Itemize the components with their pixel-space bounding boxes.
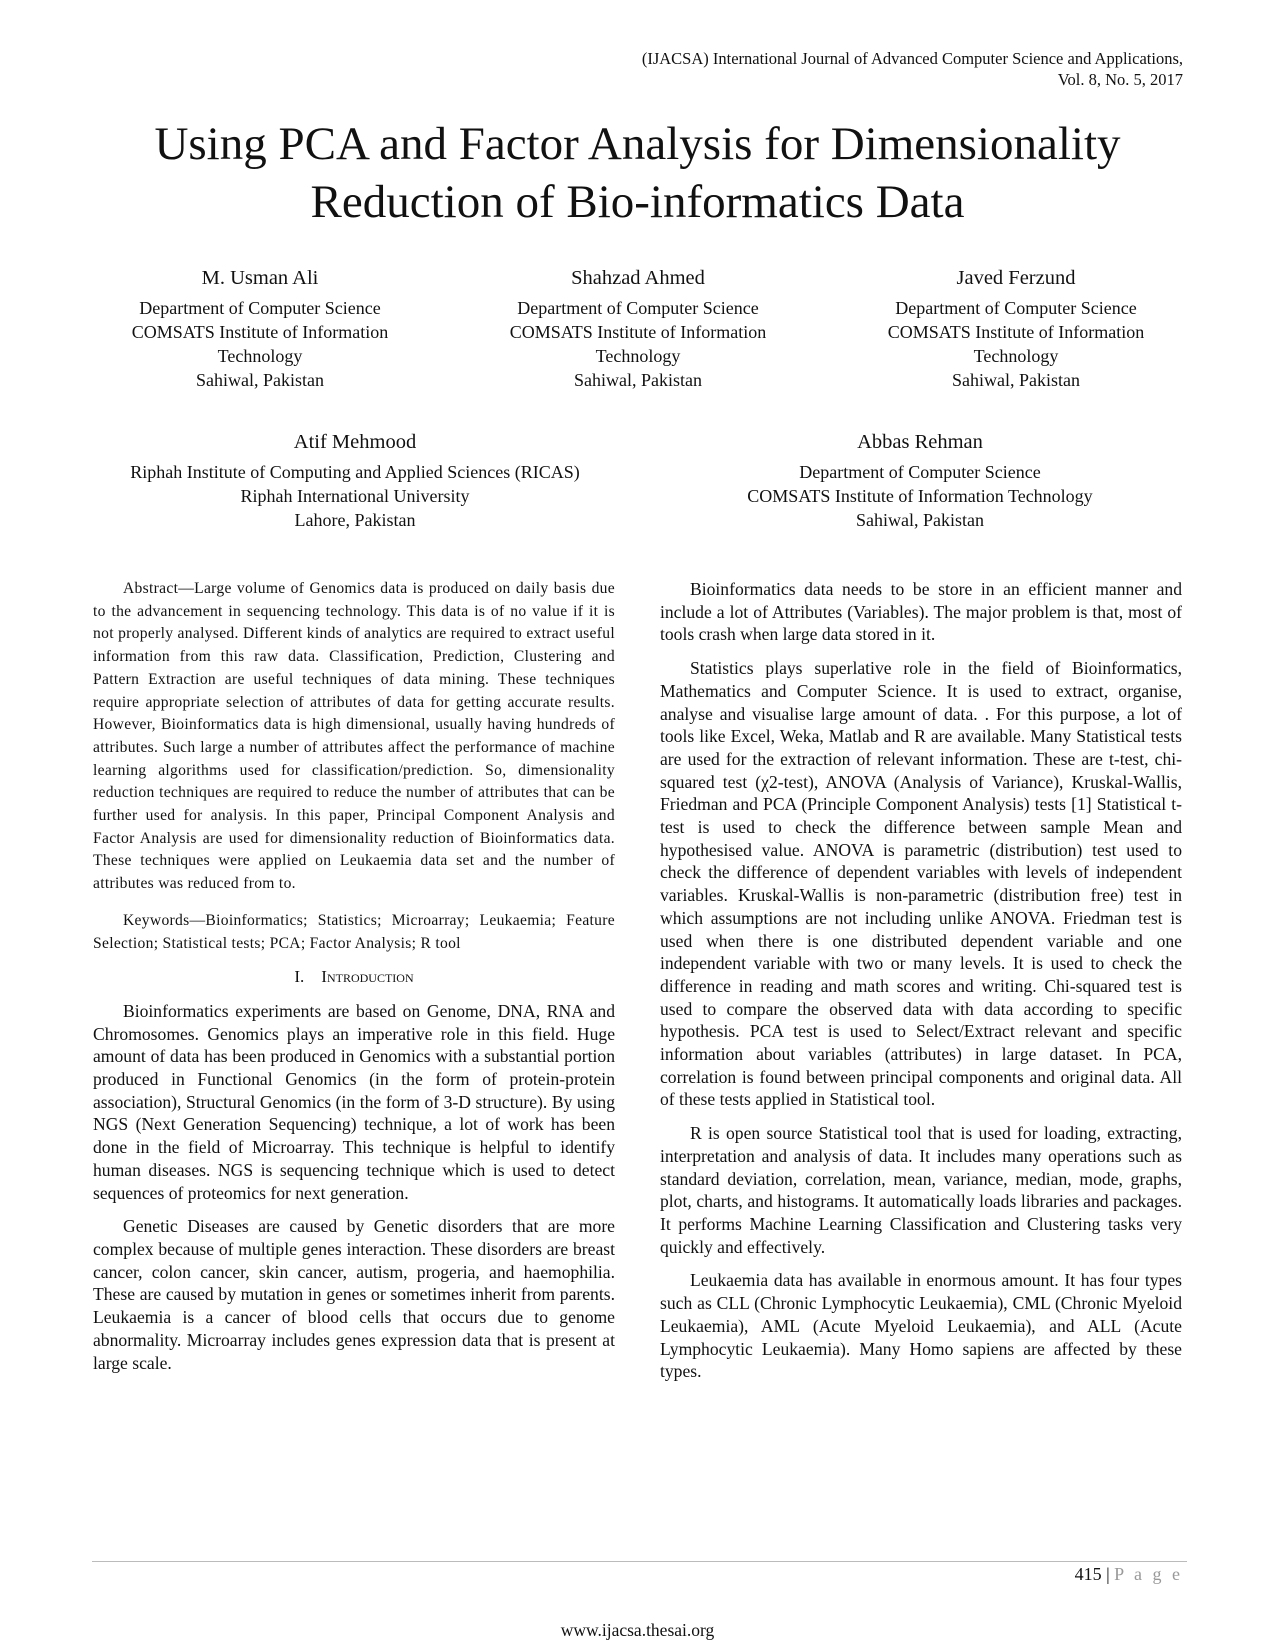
title-line: Using PCA and Factor Analysis for Dimensionality: [154, 118, 1121, 170]
right-column: [660, 578, 1182, 1394]
affiliation-line: Department of Computer Science: [895, 298, 1137, 318]
affiliation-line: COMSATS Institute of Information: [131, 322, 389, 342]
affiliation-line: Technology: [217, 346, 303, 366]
author-name: Shahzad Ahmed: [571, 267, 705, 289]
affiliation-line: COMSATS Institute of Information Technology: [747, 486, 1093, 506]
affiliation-line: Sahiwal, Pakistan: [952, 370, 1080, 390]
section-number: I.: [294, 967, 305, 987]
affiliation-line: Riphah International University: [240, 486, 470, 506]
author-name: Atif Mehmood: [293, 431, 417, 453]
author-block: [836, 266, 1196, 392]
section-title: Introduction: [321, 967, 414, 987]
left-column: [93, 578, 615, 1385]
affiliation-line: COMSATS Institute of Information: [509, 322, 767, 342]
affiliation-line: Technology: [973, 346, 1059, 366]
journal-header: [642, 48, 1183, 90]
paragraph: Leukaemia data has available in enormous amount. It has four types such as CLL (Chronic Lymphocytic Leukaemia), CML (Chronic Myeloid Leukaemia), AML (Acute Myeloid Leukaemia), and ALL (Acute Lymphocytic Leukaemia). Many Homo sapiens are affected by these types.: [660, 1270, 1182, 1382]
abstract: Abstract—Large volume of Genomics data is produced on daily basis due to the advancement in sequencing technology. This data is of no value if it is not properly analysed. Different kinds of analytics are required to extract useful information from this raw data. Classification, Prediction, Clustering and Pattern Extraction are useful techniques of data mining. These techniques require appropriate selection of attributes of data for getting accurate results. However, Bioinformatics data is high dimensional, usually having hundreds of attributes. Such large a number of attributes affect the performance of machine learning algorithms used for classification/prediction. So, dimensionality reduction techniques are required to reduce the number of attributes that can be further used for analysis. In this paper, Principal Component Analysis and Factor Analysis are used for dimensionality reduction of Bioinformatics data. These techniques were applied on Leukaemia data set and the number of attributes was reduced from to.: [93, 580, 615, 893]
author-block: [645, 430, 1195, 532]
page-number: [1075, 1564, 1183, 1585]
footer-url: www.ijacsa.thesai.org: [560, 1620, 715, 1640]
affiliation-line: COMSATS Institute of Information: [887, 322, 1145, 342]
title-line: Reduction of Bio-informatics Data: [310, 176, 965, 228]
page-number-value: 415 |: [1074, 1564, 1110, 1584]
author-block: [458, 266, 818, 392]
keywords: Keywords—Bioinformatics; Statistics; Microarray; Leukaemia; Feature Selection; Statistical tests; PCA; Factor Analysis; R tool: [93, 911, 615, 952]
paragraph: R is open source Statistical tool that is used for loading, extracting, interpretation and analysis of data. It includes many operations such as standard deviation, correlation, mean, variance, median, mode, graphs, plot, charts, and histograms. It automatically loads libraries and packages. It performs Machine Learning Classification and Clustering tasks very quickly and effectively.: [660, 1123, 1182, 1257]
affiliation-line: Department of Computer Science: [799, 462, 1041, 482]
footer-divider: [92, 1561, 1187, 1562]
journal-name: (IJACSA) International Journal of Advanced Computer Science and Applications,: [641, 49, 1183, 68]
journal-volume: Vol. 8, No. 5, 2017: [1057, 70, 1183, 89]
page-label: P a g e: [1114, 1564, 1183, 1584]
affiliation-line: Department of Computer Science: [139, 298, 381, 318]
affiliation-line: Riphah Institute of Computing and Applied Sciences (RICAS): [130, 462, 580, 482]
section-heading: [93, 966, 615, 989]
affiliation-line: Technology: [595, 346, 681, 366]
paper-title: [0, 115, 1275, 231]
author-name: M. Usman Ali: [201, 267, 319, 289]
paragraph: Statistics plays superlative role in the field of Bioinformatics, Mathematics and Computer Science. It is used to extract, organise, analyse and visualise large amount of data. . For this purpose, a lot of tools like Excel, Weka, Matlab and R are available. Many Statistical tests are used for the extraction of relevant information. These are t-test, chi-squared test (χ2-test), ANOVA (Analysis of Variance), Kruskal-Wallis, Friedman and PCA (Principle Component Analysis) tests [1] Statistical t-test is used to check the difference between sample Mean and hypothesised value. ANOVA is parametric (distribution) test used to check the difference of dependent variables with levels of independent variables. Kruskal-Wallis is non-parametric (distribution free) test in which assumptions are not including unlike ANOVA. Friedman test is used when there is one distributed dependent variable and one independent variable with two or many levels. It is used to check the difference in reading and math scores and writing. Chi-squared test is used to compare the observed data with data according to specific hypothesis. PCA test is used to Select/Extract relevant and specific information about variables (attributes) in large dataset. In PCA, correlation is found between principal components and original data. All of these tests applied in Statistical tool.: [660, 658, 1182, 1110]
author-name: Abbas Rehman: [857, 431, 983, 453]
paragraph: Bioinformatics experiments are based on Genome, DNA, RNA and Chromosomes. Genomics plays an imperative role in this field. Huge amount of data has been produced in Genomics with a substantial portion produced in Functional Genomics (in the form of protein-protein association), Structural Genomics (in the form of 3-D structure). By using NGS (Next Generation Sequencing) technique, a lot of work has been done in the field of Microarray. This technique is helpful to identify human diseases. NGS is sequencing technique which is used to detect sequences of proteomics for next generation.: [93, 1000, 615, 1203]
paragraph: Bioinformatics data needs to be store in an efficient manner and include a lot of Attributes (Variables). The major problem is that, most of tools crash when large data stored in it.: [660, 579, 1182, 645]
author-name: Javed Ferzund: [956, 267, 1076, 289]
affiliation-line: Sahiwal, Pakistan: [574, 370, 702, 390]
affiliation-line: Sahiwal, Pakistan: [856, 510, 984, 530]
author-block: [80, 430, 630, 532]
paragraph: Genetic Diseases are caused by Genetic disorders that are more complex because of multiple genes interaction. These disorders are breast cancer, colon cancer, skin cancer, autism, progeria, and haemophilia. These are caused by mutation in genes or sometimes inherit from parents. Leukaemia is a cancer of blood cells that occurs due to genome abnormality. Microarray includes genes expression data that is present at large scale.: [93, 1216, 615, 1373]
author-block: [80, 266, 440, 392]
affiliation-line: Department of Computer Science: [517, 298, 759, 318]
affiliation-line: Lahore, Pakistan: [294, 510, 416, 530]
affiliation-line: Sahiwal, Pakistan: [196, 370, 324, 390]
